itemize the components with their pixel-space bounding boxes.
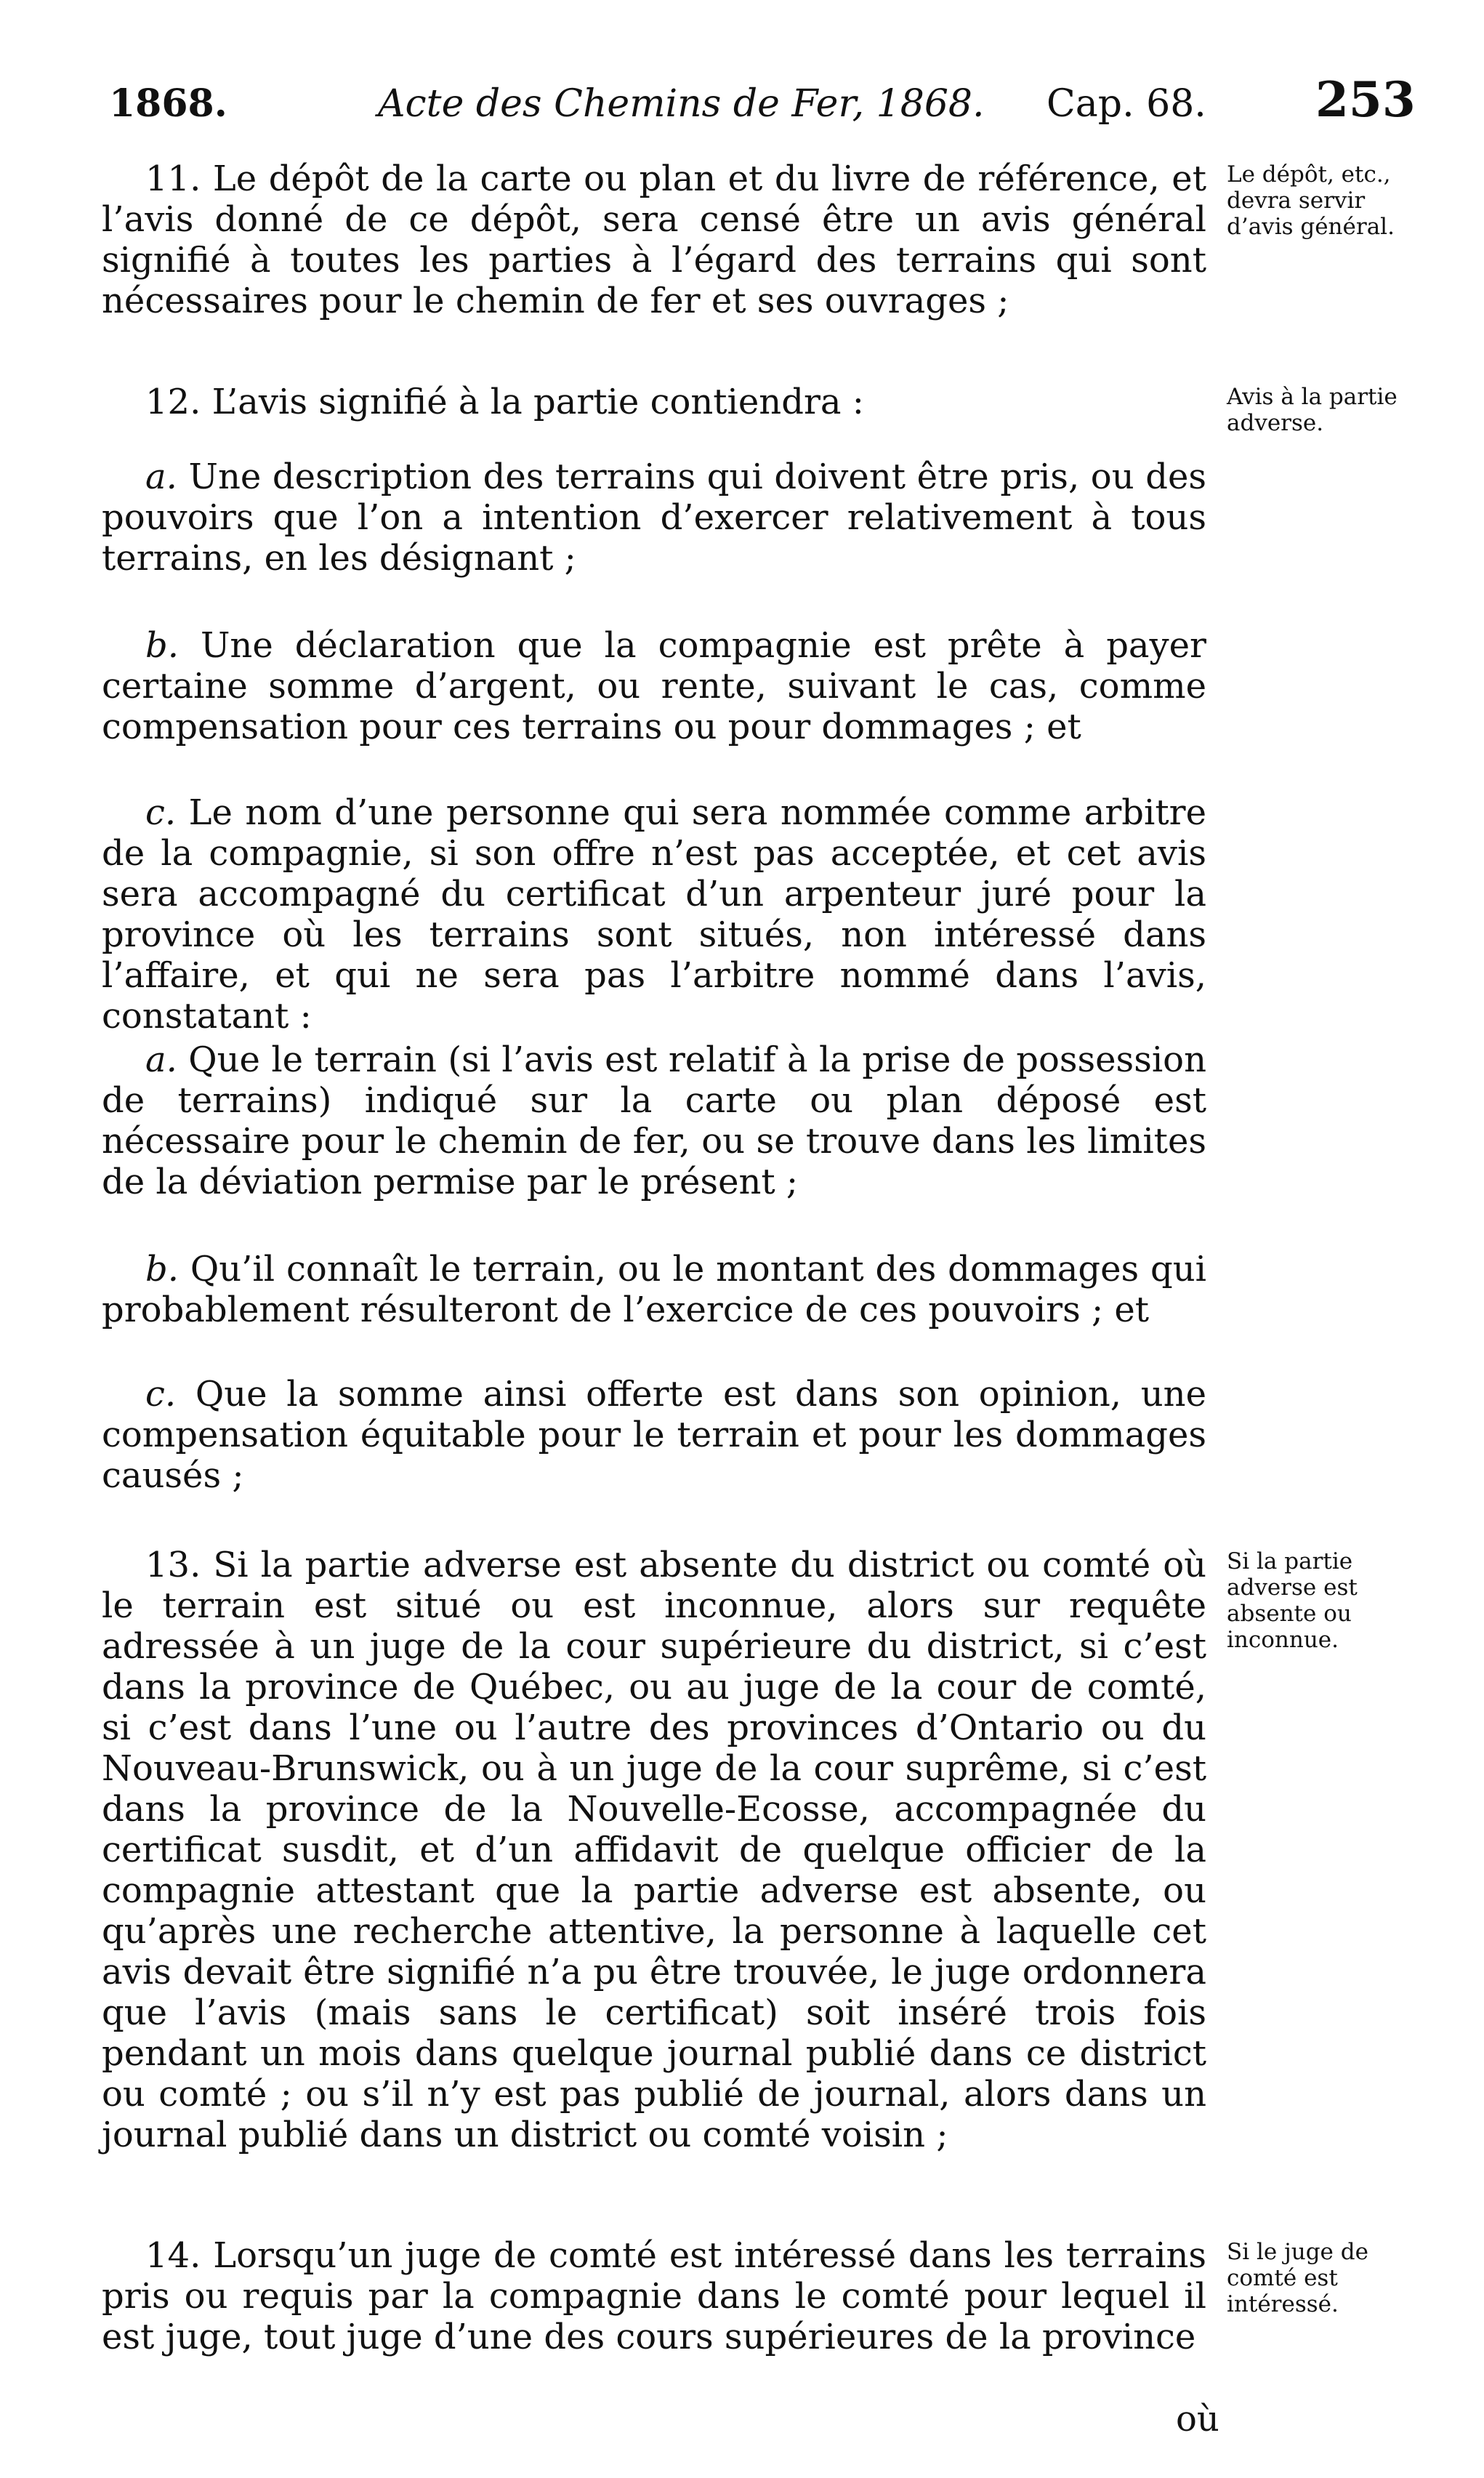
clause-text: Que le terrain (si l’avis est relatif à la prise de possession de terrains) indiqué sur la carte ou plan déposé est nécessaire pour le chemin de fer, ou se trouve dans les limites de la déviation permise par le présent ; (102, 1039, 1206, 1202)
sub-clause-c (102, 1374, 1206, 1496)
page-number: 253 (1315, 71, 1416, 128)
clause-text: Le nom d’une personne qui sera nommée comme arbitre de la compagnie, si son offre n’est pas acceptée, et cet avis sera accompagné du certificat d’un arpenteur juré pour la province où les terrains sont situés, non intéressé dans l’affaire, et qui ne sera pas l’arbitre nommé dans l’avis, constatant : (102, 792, 1206, 1037)
clause-text: Qu’il connaît le terrain, ou le montant des dommages qui probablement résulteront de l’exercice de ces pouvoirs ; et (102, 1249, 1207, 1330)
section-14 (102, 2235, 1206, 2357)
section-text: Le dépôt de la carte ou plan et du livre de référence, et l’avis donné de ce dépôt, sera censé être un avis général signifié à toutes les parties à l’égard des terrains qui sont nécessaires pour le chemin de fer et ses ouvrages ; (102, 158, 1206, 321)
margin-note-notice: Avis à la partie adverse. (1227, 384, 1398, 436)
section-text: Si la partie adverse est absente du district ou comté où le terrain est situé ou est inconnue, alors sur requête adressée à un juge de la cour supérieure du district, si c’est dans la province de Québec, ou au juge de la cour de comté, si c’est dans l’une ou l’autre des provinces d’Ontario ou du Nouveau-Brunswick, ou à un juge de la cour suprême, si c’est dans la province de la Nouvelle-Ecosse, accompagnée du certificat susdit, et d’un affidavit de quelque officier de la compagnie attestant que la partie adverse est absente, ou qu’après une recherche attentive, la personne à laquelle cet avis devait être signifié n’a pu être trouvée, le juge ordonnera que l’avis (mais sans le certificat) soit inséré trois fois pendant un mois dans quelque journal publié dans ce district ou comté ; ou s’il n’y est pas publié de journal, alors dans un journal publié dans un district ou comté voisin ; (102, 1545, 1207, 2155)
sub-clause-a (102, 1039, 1206, 1202)
clause-text: Une description des terrains qui doivent être pris, ou des pouvoirs que l’on a intention d’exercer relativement à tous terrains, en les désignant ; (102, 456, 1206, 579)
clause-letter: c. (145, 1374, 177, 1415)
section-text: L’avis signifié à la partie contiendra : (211, 382, 864, 422)
section-11 (102, 158, 1206, 321)
section-number: 12. (145, 382, 201, 422)
clause-letter: a. (145, 1039, 177, 1080)
clause-letter: c. (145, 792, 177, 833)
running-header (109, 71, 1417, 137)
section-12 (102, 382, 1206, 422)
section-13 (102, 1545, 1206, 2155)
clause-letter: b. (145, 1249, 179, 1290)
catchword: où (1176, 2399, 1219, 2439)
clause-letter: b. (145, 625, 179, 666)
section-text: Lorsqu’un juge de comté est intéressé dans les terrains pris ou requis par la compagnie dans le comté pour lequel il est juge, tout juge d’une des cours supérieures de la province (102, 2235, 1206, 2357)
margin-note-interested-judge: Si le juge de comté est intéressé. (1227, 2239, 1368, 2317)
clause-text: Une déclaration que la compagnie est prête à payer certaine somme d’argent, ou rente, suivant le cas, comme compensation pour ces terrains ou pour dommages ; et (102, 625, 1206, 747)
section-number: 13. (145, 1545, 201, 1585)
header-chapter: Cap. 68. (1047, 82, 1206, 126)
clause-text: Que la somme ainsi offerte est dans son opinion, une compensation équitable pour le terrain et pour les dommages causés ; (102, 1374, 1206, 1496)
margin-note-deposit: Le dépôt, etc., devra servir d’avis général. (1227, 161, 1395, 240)
header-title: Acte des Chemins de Fer, 1868. (378, 82, 985, 126)
clause-c (102, 792, 1206, 1037)
margin-note-absent-party: Si la partie adverse est absente ou inconnue. (1227, 1548, 1358, 1653)
clause-a (102, 456, 1206, 579)
section-number: 14. (145, 2235, 201, 2276)
clause-b (102, 625, 1206, 747)
sub-clause-b (102, 1249, 1206, 1330)
section-number: 11. (145, 158, 201, 199)
clause-letter: a. (145, 456, 177, 497)
header-year: 1868. (109, 81, 227, 126)
